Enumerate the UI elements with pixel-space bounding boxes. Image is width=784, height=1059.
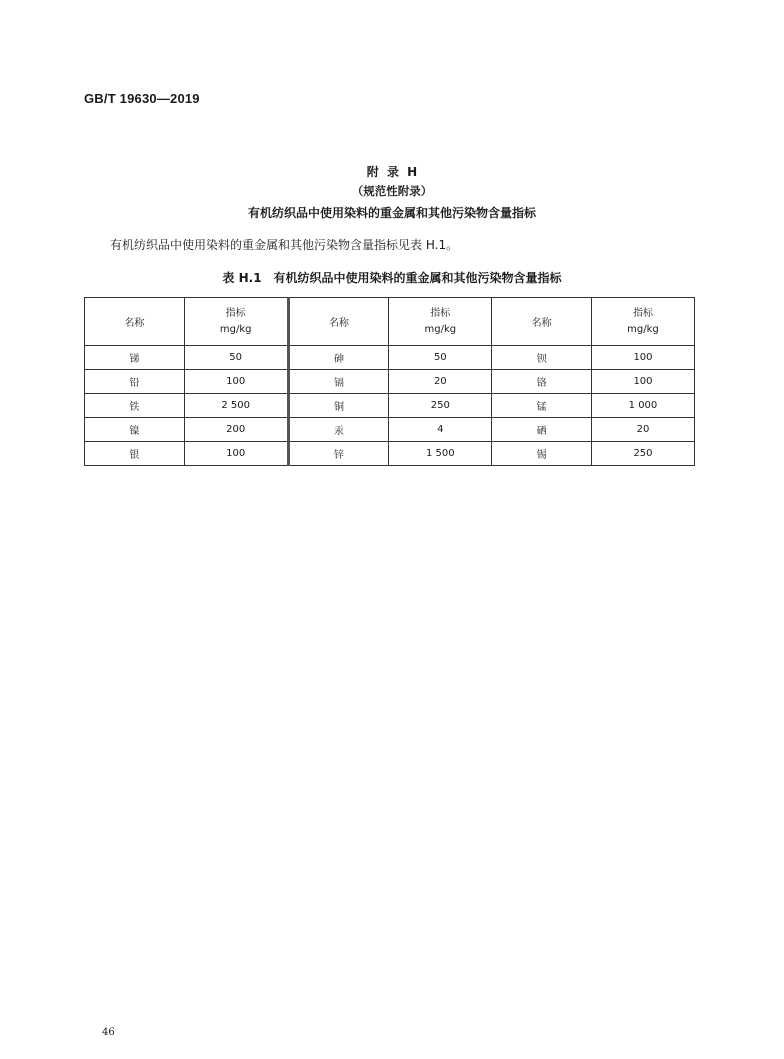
element-name: 汞 bbox=[288, 418, 389, 442]
header-unit-label: mg/kg bbox=[219, 323, 252, 335]
table-row bbox=[85, 442, 695, 466]
element-value: 100 bbox=[184, 442, 288, 466]
element-name: 锰 bbox=[492, 394, 592, 418]
header-indicator-label: 指标 bbox=[225, 307, 246, 319]
header-indicator-3 bbox=[591, 298, 694, 346]
header-unit-label: mg/kg bbox=[424, 323, 457, 335]
element-value: 100 bbox=[184, 370, 288, 394]
element-name: 锌 bbox=[288, 442, 389, 466]
element-value: 50 bbox=[184, 346, 288, 370]
header-unit-label: mg/kg bbox=[627, 323, 659, 335]
annex-name: 有机纺织品中使用染料的重金属和其他污染物含量指标 bbox=[247, 206, 536, 220]
element-name: 铬 bbox=[492, 370, 592, 394]
data-table bbox=[84, 297, 695, 466]
header-name-2: 名称 bbox=[288, 298, 389, 346]
element-value: 250 bbox=[389, 394, 492, 418]
element-value: 2 500 bbox=[184, 394, 288, 418]
element-value: 1 500 bbox=[389, 442, 492, 466]
annex-title: 附 录 H bbox=[366, 165, 418, 179]
element-value: 200 bbox=[184, 418, 288, 442]
header-indicator-2 bbox=[389, 298, 492, 346]
table-caption: 表 H.1 有机纺织品中使用染料的重金属和其他污染物含量指标 bbox=[222, 271, 562, 285]
header-indicator-label: 指标 bbox=[632, 307, 653, 319]
header-indicator-label: 指标 bbox=[430, 307, 451, 319]
header-indicator-1 bbox=[184, 298, 288, 346]
element-name: 砷 bbox=[288, 346, 389, 370]
standard-code: GB/T 19630—2019 bbox=[84, 91, 200, 106]
element-name: 锡 bbox=[492, 442, 592, 466]
element-name: 镍 bbox=[85, 418, 185, 442]
table-header-row bbox=[85, 298, 695, 346]
header-name-3: 名称 bbox=[492, 298, 592, 346]
element-name: 铁 bbox=[85, 394, 185, 418]
element-name: 钡 bbox=[492, 346, 592, 370]
element-value: 100 bbox=[591, 370, 694, 394]
element-name: 银 bbox=[85, 442, 185, 466]
element-name: 铅 bbox=[85, 370, 185, 394]
table-row bbox=[85, 346, 695, 370]
annex-type: （规范性附录） bbox=[351, 184, 433, 198]
element-name: 镉 bbox=[288, 370, 389, 394]
table-row bbox=[85, 394, 695, 418]
element-name: 锑 bbox=[85, 346, 185, 370]
table-row bbox=[85, 418, 695, 442]
element-value: 20 bbox=[591, 418, 694, 442]
element-value: 250 bbox=[591, 442, 694, 466]
element-name: 硒 bbox=[492, 418, 592, 442]
table-row bbox=[85, 370, 695, 394]
element-value: 1 000 bbox=[591, 394, 694, 418]
element-value: 4 bbox=[389, 418, 492, 442]
element-value: 20 bbox=[389, 370, 492, 394]
element-value: 100 bbox=[591, 346, 694, 370]
element-name: 铜 bbox=[288, 394, 389, 418]
header-name-1: 名称 bbox=[85, 298, 185, 346]
body-paragraph: 有机纺织品中使用染料的重金属和其他污染物含量指标见表 H.1。 bbox=[110, 238, 459, 252]
page-number: 46 bbox=[102, 1027, 115, 1038]
element-value: 50 bbox=[389, 346, 492, 370]
